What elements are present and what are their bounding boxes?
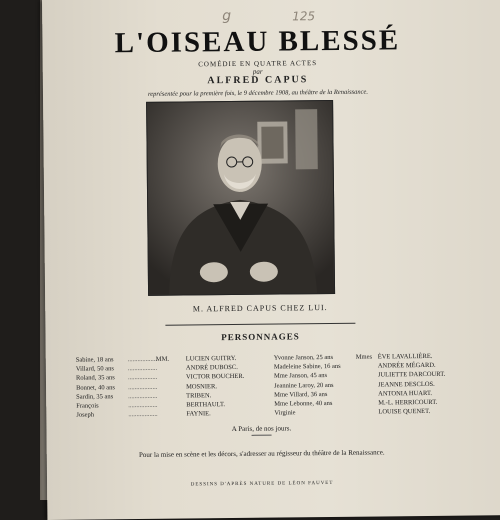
author-portrait (146, 100, 335, 296)
cast-actor: VICTOR BOUCHER. (186, 372, 244, 382)
ornament-divider (252, 435, 272, 436)
cast-actor: M.-L. HERRICOURT. (378, 398, 445, 408)
cast-role: Roland, 35 ans (76, 374, 115, 384)
cast-role: Jeannine Laroy, 20 ans (274, 381, 341, 391)
cast-actor: FAYNIE. (186, 409, 244, 419)
photo-caption: M. ALFRED CAPUS CHEZ LUI. (45, 301, 475, 315)
cast-actor: ANDRÉE MÉGARD. (378, 361, 445, 371)
cast-actor: JULIETTE DARCOURT. (378, 370, 445, 380)
cast-actor: LOUISE QUENET. (378, 407, 445, 417)
cast-actor: JEANNE DESCLOS. (378, 379, 445, 389)
cast-role: Villard, 50 ans (76, 364, 115, 374)
page-title: L'OISEAU BLESSÉ (42, 23, 472, 61)
book-page (42, 0, 500, 520)
cast-role: Mme Lebonne, 40 ans (274, 399, 341, 409)
illustration-credit: DESSINS D'APRÈS NATURE DE LÉON FAUVET (47, 479, 477, 489)
cast-right-prefix: Mmes (356, 353, 372, 362)
cast-role: Mme Villard, 36 ans (274, 390, 341, 400)
setting-note: A Paris, de nos jours. (46, 422, 476, 435)
pencil-number: 125 (292, 9, 315, 23)
cast-right-actors (378, 352, 446, 417)
divider (165, 323, 355, 326)
cast-left-roles (76, 355, 116, 420)
cast-actor: ANTONIA HUART. (378, 389, 445, 399)
portrait-illustration (147, 101, 334, 295)
cast-role: Sabine, 18 ans (76, 355, 115, 365)
cast-role: Madeleine Sabine, 16 ans (274, 362, 341, 372)
par-label: par (43, 65, 473, 78)
cast-right-roles (274, 353, 341, 418)
cast-role: Joseph (76, 410, 115, 420)
performance-note: représentée pour la première fois, le 9 décembre 1908, au théâtre de la Renaissance. (43, 87, 473, 99)
cast-role: Virginie (274, 408, 341, 418)
author-name: ALFRED CAPUS (43, 72, 473, 88)
cast-actor: LUCIEN GUITRY. (186, 354, 244, 364)
cast-role: Sardin, 35 ans (76, 392, 115, 402)
cast-actor: ÈVE LAVALLIÈRE. (378, 352, 445, 362)
rights-note: Pour la mise en scène et les décors, s'adresser au régisseur du théâtre de la Renaissance. (47, 447, 477, 460)
section-title: PERSONNAGES (45, 329, 475, 344)
subtitle: COMÉDIE EN QUATRE ACTES (43, 57, 473, 70)
cast-actor: BERTHAULT. (186, 400, 244, 410)
cast-actor: MOSNIER. (186, 382, 244, 392)
cast-actor: ANDRÉ DUBOSC. (186, 363, 244, 373)
dot-leaders: .................. .................. .................. .................. .................. .................. .................. (128, 355, 158, 420)
cast-left-actors (186, 354, 245, 419)
cast-actor: TRIBEN. (186, 391, 244, 401)
cast-role: Mme Janson, 45 ans (274, 371, 341, 381)
cast-left-prefix: MM. (156, 355, 169, 364)
cast-role: Bonnet, 40 ans (76, 383, 115, 393)
pencil-mark: g (222, 8, 231, 24)
cast-role: François (76, 401, 115, 411)
cast-role: Yvonne Janson, 25 ans (274, 353, 341, 363)
